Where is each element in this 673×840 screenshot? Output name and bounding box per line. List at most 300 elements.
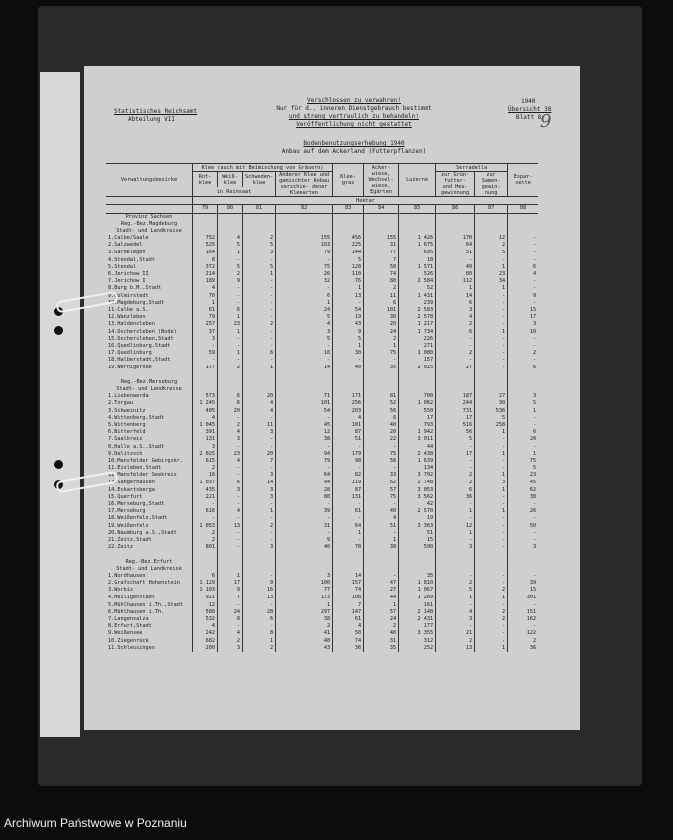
cell-value: - — [276, 444, 333, 451]
cell-value: 3 — [243, 544, 276, 551]
cell-value: - — [475, 530, 508, 537]
cell-value: 297 — [276, 609, 333, 616]
cell-value: 2 — [243, 523, 276, 530]
cell-value: 1 — [436, 595, 475, 602]
row-region-name: 18.Halberstadt,Stadt — [108, 357, 171, 364]
cell-value: 78 — [333, 544, 364, 551]
cell-value — [276, 213, 333, 221]
cell-value: 5 — [436, 436, 475, 443]
cell-value: 44 — [399, 444, 436, 451]
row-region-name — [106, 551, 193, 558]
cell-value: 45 — [508, 480, 539, 487]
cell-value: 24 — [276, 307, 333, 314]
row-region-name: 10.Ziegenrück — [108, 637, 149, 644]
column-code: 83 — [333, 205, 364, 213]
cell-value: - — [243, 336, 276, 343]
cell-value: 59 — [193, 350, 218, 357]
cell-value: - — [218, 501, 243, 508]
cell-value — [243, 213, 276, 221]
cell-value: 56 — [364, 408, 399, 415]
cell-value: 526 — [399, 271, 436, 278]
punch-hole — [54, 460, 63, 469]
table-row — [106, 357, 538, 364]
cell-value: 51 — [436, 250, 475, 257]
cell-value — [399, 566, 436, 573]
cell-value — [399, 228, 436, 235]
cell-value — [508, 551, 539, 558]
cell-value: 64 — [276, 472, 333, 479]
cell-value: 536 — [475, 408, 508, 415]
cell-value: - — [243, 573, 276, 580]
cell-value: 35 — [364, 645, 399, 652]
cell-value: 3 355 — [399, 630, 436, 637]
cell-value: - — [276, 257, 333, 264]
cell-value: 391 — [193, 429, 218, 436]
cell-value: 5 — [276, 336, 333, 343]
cell-value: 2 — [436, 350, 475, 357]
cell-value: 1 037 — [193, 480, 218, 487]
issuer-name: Statistisches Reichsamt — [114, 108, 198, 115]
row-region-name: Stadt- und Landkreise — [116, 386, 182, 393]
cell-value: 2 — [193, 465, 218, 472]
cell-value: 5 — [218, 242, 243, 249]
cell-value — [276, 228, 333, 235]
table-row — [106, 386, 538, 393]
cell-value: 155 — [276, 235, 333, 242]
cell-value: - — [475, 321, 508, 328]
cell-value: 75 — [364, 494, 399, 501]
cell-value: 4 — [193, 415, 218, 422]
cell-value: 3 562 — [399, 494, 436, 501]
cell-value: - — [508, 257, 539, 264]
cell-value: 5 — [243, 264, 276, 271]
cell-value: 1 — [475, 285, 508, 292]
row-region-name: 4.Heiligenstadt — [108, 594, 155, 601]
cell-value — [364, 213, 399, 221]
cell-value: 3 — [436, 616, 475, 623]
cell-value: 45 — [276, 422, 333, 429]
cell-value: 79 — [276, 458, 333, 465]
table-row — [106, 515, 538, 522]
table-row — [106, 271, 538, 278]
cell-value: 173 — [276, 595, 333, 602]
archive-watermark: Archiwum Państwowe w Poznaniu — [4, 816, 187, 830]
table-row — [106, 638, 538, 645]
cell-value: - — [243, 537, 276, 544]
cell-value: 23 — [218, 321, 243, 328]
cell-value: - — [475, 623, 508, 630]
cell-value: - — [508, 623, 539, 630]
cell-value: 26 — [276, 271, 333, 278]
cell-value: - — [475, 436, 508, 443]
cell-value: 164 — [193, 250, 218, 257]
cell-value: 27 — [364, 587, 399, 594]
cell-value: 588 — [193, 609, 218, 616]
cell-value: - — [193, 515, 218, 522]
cell-value: - — [475, 365, 508, 372]
cell-value: 1 — [243, 508, 276, 515]
table-row — [106, 429, 538, 436]
row-region-name: 14.Oschersleben (Bode) — [108, 328, 177, 335]
cell-value: 1 — [364, 343, 399, 350]
table-row — [106, 494, 538, 501]
table-row — [106, 350, 538, 357]
cell-value: 80 — [276, 494, 333, 501]
cell-value: 14 — [436, 293, 475, 300]
row-region-name: 21.Zeitz,Stadt — [108, 537, 152, 543]
table-row — [106, 228, 538, 235]
cell-value: 1 217 — [399, 321, 436, 328]
cell-value: 2 583 — [399, 307, 436, 314]
row-region-name: 3.Worbis — [108, 587, 133, 594]
cell-value: 101 — [364, 307, 399, 314]
cell-value: 5 — [475, 415, 508, 422]
cell-value: 108 — [333, 595, 364, 602]
table-row — [106, 472, 538, 479]
cell-value: 14 — [333, 573, 364, 580]
cell-value: - — [508, 343, 539, 350]
col-ackerwiese: Acker- wiese, Wechsel- wiese, Egärten — [364, 164, 399, 197]
cell-value: 695 — [399, 250, 436, 257]
confidential-line-4: Veröffentlichung nicht gestattet — [296, 121, 412, 128]
cell-value: 61 — [193, 307, 218, 314]
cell-value: 52 — [364, 400, 399, 407]
cell-value: 6 — [364, 415, 399, 422]
confidential-line-2: Nur für d.. inneren Dienstgebrauch bestimmt — [276, 105, 432, 112]
table-row — [106, 264, 538, 271]
cell-value: 5 — [436, 587, 475, 594]
cell-value: - — [333, 300, 364, 307]
cell-value — [508, 386, 539, 393]
table-row — [106, 645, 538, 652]
cell-value: 2 — [218, 271, 243, 278]
handwritten-page-number: 9 — [540, 111, 552, 132]
row-region-name: Reg.-Bez.Erfurt — [125, 558, 173, 565]
cell-value: - — [218, 623, 243, 630]
cell-value — [333, 566, 364, 573]
cell-value: - — [508, 415, 539, 422]
cell-value: 74 — [333, 587, 364, 594]
cell-value: 54 — [276, 408, 333, 415]
cell-value: - — [364, 444, 399, 451]
cell-value: - — [508, 278, 539, 285]
cell-value — [364, 372, 399, 379]
table-row — [106, 213, 538, 221]
col-kleegras: Klee- gras — [333, 164, 364, 197]
row-region-name: 7.Langensalza — [108, 616, 149, 623]
cell-value: 75 — [508, 458, 539, 465]
cell-value: - — [333, 501, 364, 508]
cell-value: 2 — [475, 587, 508, 594]
cell-value: 1 — [243, 638, 276, 645]
cell-value: 62 — [364, 480, 399, 487]
row-region-name: 13.Haldensleben — [108, 321, 155, 328]
cell-value: 128 — [333, 264, 364, 271]
cell-value — [276, 221, 333, 228]
cell-value: 15 — [399, 537, 436, 544]
table-row — [106, 365, 538, 372]
row-region-name: 11.Schleusingen — [108, 644, 155, 651]
cell-value: 1 — [475, 472, 508, 479]
cell-value: 456 — [333, 235, 364, 242]
cell-value: - — [218, 343, 243, 350]
cell-value: 77 — [364, 250, 399, 257]
cell-value — [436, 372, 475, 379]
cell-value: - — [475, 544, 508, 551]
cell-value: 9 — [333, 329, 364, 336]
cell-value: - — [218, 515, 243, 522]
column-code: 80 — [218, 205, 243, 213]
cell-value: 101 — [276, 400, 333, 407]
cell-value: 256 — [333, 400, 364, 407]
cell-value: - — [436, 573, 475, 580]
cell-value: 1 269 — [399, 595, 436, 602]
cell-value: - — [508, 285, 539, 292]
cell-value: 19 — [399, 515, 436, 522]
row-region-name: 17.Quedlinburg — [108, 350, 152, 357]
cell-value: - — [436, 458, 475, 465]
cell-value: 14 — [243, 480, 276, 487]
column-code: 86 — [436, 205, 475, 213]
cell-value: 8 — [193, 257, 218, 264]
row-region-name: 20.Naumburg a.S.,Stadt — [108, 529, 177, 536]
col-group-klee: Klee (auch mit Beimischung von Gräsern) — [193, 164, 333, 172]
cell-value: 2 — [243, 645, 276, 652]
cell-value: 31 — [364, 638, 399, 645]
row-region-name: 3.Schweinitz — [108, 407, 146, 414]
cell-value: 3 053 — [399, 487, 436, 494]
cell-value: 43 — [276, 645, 333, 652]
cell-value: 74 — [333, 638, 364, 645]
cell-value: 2 — [243, 235, 276, 242]
cell-value: 2 — [475, 616, 508, 623]
table-row — [106, 343, 538, 350]
cell-value: 1 571 — [399, 264, 436, 271]
cell-value: - — [243, 436, 276, 443]
cell-value — [508, 566, 539, 573]
code-blank — [106, 205, 193, 213]
cell-value: 64 — [436, 242, 475, 249]
cell-value: - — [276, 415, 333, 422]
row-region-name: 8.Burg b.M.,Stadt — [108, 285, 162, 292]
row-region-name: Reg.-Bez.Magdeburg — [120, 220, 178, 227]
row-region-name: 19.Wernigerode — [108, 364, 152, 371]
cell-value: 1 — [364, 602, 399, 609]
cell-value: - — [436, 257, 475, 264]
cell-value: 6 — [508, 429, 539, 436]
cell-value: 30 — [364, 314, 399, 321]
cell-value — [333, 559, 364, 566]
cell-value: 39 — [276, 508, 333, 515]
cell-value: - — [508, 602, 539, 609]
cell-value: 3 — [243, 250, 276, 257]
cell-value: 2 748 — [399, 480, 436, 487]
cell-value: 31 — [364, 242, 399, 249]
cell-value: 75 — [364, 350, 399, 357]
cell-value: 1 — [475, 487, 508, 494]
cell-value: 27 — [475, 393, 508, 400]
cell-value: - — [436, 501, 475, 508]
cell-value: 5 — [333, 257, 364, 264]
cell-value: 57 — [364, 487, 399, 494]
cell-value: 1 — [475, 329, 508, 336]
cell-value: 731 — [436, 408, 475, 415]
row-region-name: 17.Merseburg — [108, 508, 146, 515]
cell-value — [276, 559, 333, 566]
cell-value: 37 — [193, 329, 218, 336]
cell-value: 257 — [193, 321, 218, 328]
cell-value: 2 — [364, 623, 399, 630]
cell-value: - — [276, 515, 333, 522]
cell-value — [364, 551, 399, 558]
cell-value: - — [218, 465, 243, 472]
cell-value: - — [436, 444, 475, 451]
cell-value: 405 — [193, 408, 218, 415]
cell-value: 6 — [364, 300, 399, 307]
cell-value: 57 — [364, 609, 399, 616]
cell-value: - — [364, 501, 399, 508]
cell-value: 157 — [399, 357, 436, 364]
cell-value: 700 — [399, 393, 436, 400]
cell-value — [333, 228, 364, 235]
cell-value — [364, 221, 399, 228]
cell-value: 47 — [364, 580, 399, 587]
cell-value: 1 — [508, 451, 539, 458]
cell-value: - — [508, 422, 539, 429]
cell-value — [475, 221, 508, 228]
cell-value: 1 — [333, 343, 364, 350]
table-row — [106, 307, 538, 314]
cell-value: 1 129 — [193, 580, 218, 587]
cell-value: - — [276, 357, 333, 364]
cell-value: 3 — [243, 472, 276, 479]
cell-value: 82 — [333, 472, 364, 479]
cell-value: 51 — [399, 530, 436, 537]
cell-value: 203 — [333, 408, 364, 415]
table-row — [106, 544, 538, 551]
col-group-serradella: Serradella — [436, 164, 508, 172]
row-region-name: Stadt- und Landkreise — [116, 227, 182, 234]
table-row — [106, 523, 538, 530]
cell-value: - — [436, 515, 475, 522]
cell-value: 2 — [218, 365, 243, 372]
cell-value: 4 — [508, 271, 539, 278]
cell-value: 14 — [276, 365, 333, 372]
cell-value: - — [193, 357, 218, 364]
table-row — [106, 372, 538, 379]
cell-value — [333, 551, 364, 558]
cell-value: 61 — [333, 508, 364, 515]
row-region-name: 9.Wolmirstedt — [108, 292, 149, 299]
cell-value: 76 — [333, 278, 364, 285]
cell-value — [436, 221, 475, 228]
cell-value: 1 431 — [399, 293, 436, 300]
cell-value: - — [276, 465, 333, 472]
cell-value — [276, 372, 333, 379]
table-row — [106, 530, 538, 537]
cell-value: 4 — [218, 508, 243, 515]
cell-value: 1 — [276, 602, 333, 609]
cell-value: - — [475, 314, 508, 321]
cell-value: 4 — [436, 314, 475, 321]
cell-value: - — [475, 465, 508, 472]
row-region-name: 22.Zeitz — [108, 544, 133, 551]
cell-value — [276, 386, 333, 393]
cell-value: 4 — [193, 285, 218, 292]
cell-value: 18 — [399, 257, 436, 264]
cell-value: 2 — [218, 422, 243, 429]
cell-value: - — [218, 300, 243, 307]
cell-value: 100 — [276, 580, 333, 587]
cell-value: 134 — [399, 465, 436, 472]
table-row — [106, 602, 538, 609]
cell-value: 372 — [193, 264, 218, 271]
issuer-department: Abteilung VII — [128, 116, 175, 123]
table-row — [106, 444, 538, 451]
overview-number: Übersicht 38 — [508, 106, 552, 113]
row-region-name: 5.Wittenberg — [108, 422, 146, 428]
table-row — [106, 221, 538, 228]
cell-value: - — [508, 515, 539, 522]
cell-value: 615 — [193, 458, 218, 465]
cell-value: 9 — [218, 278, 243, 285]
punch-hole — [54, 326, 63, 335]
table-row — [106, 487, 538, 494]
row-region-name: Provinz Sachsen — [125, 213, 173, 220]
cell-value: 20 — [243, 393, 276, 400]
cell-value: - — [218, 444, 243, 451]
cell-value: 189 — [193, 278, 218, 285]
cell-value: 6 — [243, 616, 276, 623]
cell-value — [364, 228, 399, 235]
row-region-name: 18.Weißenfels,Stadt — [108, 515, 168, 522]
cell-value: 51 — [364, 523, 399, 530]
cell-value — [364, 379, 399, 386]
cell-value: 42 — [399, 501, 436, 508]
row-region-name: 2.Torgau — [108, 400, 133, 407]
cell-value — [276, 551, 333, 558]
cell-value: - — [508, 530, 539, 537]
cell-value: 6 — [436, 300, 475, 307]
cell-value: - — [243, 285, 276, 292]
cell-value: 616 — [193, 508, 218, 515]
col-region: Verwaltungsbezirke — [106, 164, 193, 197]
confidential-line-3: und streng vertraulich zu behandeln! — [288, 113, 420, 120]
cell-value: - — [243, 329, 276, 336]
cell-value: 2 578 — [399, 314, 436, 321]
cell-value: 244 — [436, 400, 475, 407]
cell-value: 98 — [333, 458, 364, 465]
cell-value: 435 — [193, 487, 218, 494]
cell-value — [436, 228, 475, 235]
cell-value: 50 — [508, 523, 539, 530]
cell-value: - — [243, 307, 276, 314]
cell-value: 1 639 — [399, 458, 436, 465]
cell-value: - — [436, 336, 475, 343]
cell-value: - — [333, 465, 364, 472]
cell-value: 44 — [364, 595, 399, 602]
row-region-name: 7.Jerichow I — [108, 278, 146, 285]
cell-value: - — [333, 444, 364, 451]
cell-value: 16 — [243, 587, 276, 594]
cell-value: 5 — [508, 400, 539, 407]
cell-value: 1 — [475, 508, 508, 515]
cell-value — [333, 372, 364, 379]
cell-value: 179 — [333, 451, 364, 458]
cell-value: - — [475, 537, 508, 544]
cell-value: - — [475, 573, 508, 580]
cell-value: 12 — [276, 429, 333, 436]
